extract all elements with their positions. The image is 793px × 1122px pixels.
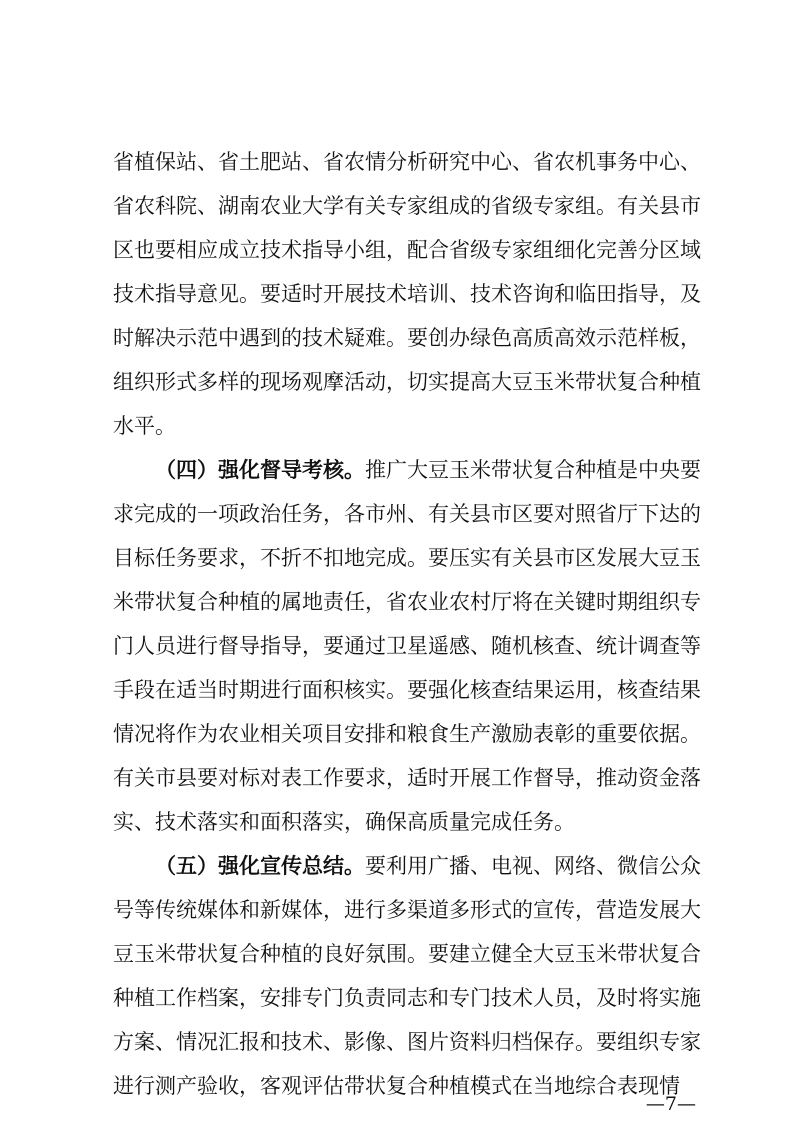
paragraph-line: 省农科院、湖南农业大学有关专家组成的省级专家组。有关县市 bbox=[113, 194, 701, 218]
section-5-first-line-text: 要利用广播、电视、网络、微信公众 bbox=[365, 854, 701, 878]
section-5-line: 进行测产验收，客观评估带状复合种植模式在当地综合表现情 bbox=[113, 1074, 680, 1098]
section-4-first-line bbox=[155, 448, 701, 492]
section-4-line: 手段在适当时期进行面积核实。要强化核查结果运用，核查结果 bbox=[113, 678, 701, 702]
section-4-first-line-text: 推广大豆玉米带状复合种植是中央要 bbox=[365, 458, 701, 482]
section-4-line: 实、技术落实和面积落实，确保高质量完成任务。 bbox=[113, 810, 575, 834]
section-5-heading: （五）强化宣传总结。 bbox=[155, 854, 365, 878]
paragraph-line: 组织形式多样的现场观摩活动，切实提高大豆玉米带状复合种植 bbox=[113, 370, 701, 394]
paragraph-line: 区也要相应成立技术指导小组，配合省级专家组细化完善分区域 bbox=[113, 238, 701, 262]
section-5-first-line bbox=[155, 844, 701, 888]
page-number: —7— bbox=[645, 1093, 696, 1115]
section-4-line: 目标任务要求，不折不扣地完成。要压实有关县市区发展大豆玉 bbox=[113, 546, 701, 570]
section-4-line: 情况将作为农业相关项目安排和粮食生产激励表彰的重要依据。 bbox=[113, 722, 701, 746]
section-5-line: 豆玉米带状复合种植的良好氛围。要建立健全大豆玉米带状复合 bbox=[113, 942, 701, 966]
paragraph-line: 省植保站、省土肥站、省农情分析研究中心、省农机事务中心、 bbox=[113, 150, 701, 174]
paragraph-line: 水平。 bbox=[113, 414, 176, 438]
section-5-line: 方案、情况汇报和技术、影像、图片资料归档保存。要组织专家 bbox=[113, 1030, 701, 1054]
paragraph-line: 技术指导意见。要适时开展技术培训、技术咨询和临田指导，及 bbox=[113, 282, 701, 306]
section-4-line: 有关市县要对标对表工作要求，适时开展工作督导，推动资金落 bbox=[113, 766, 701, 790]
paragraph-line: 时解决示范中遇到的技术疑难。要创办绿色高质高效示范样板， bbox=[113, 326, 701, 350]
section-4-line: 米带状复合种植的属地责任，省农业农村厅将在关键时期组织专 bbox=[113, 590, 701, 614]
section-4-heading: （四）强化督导考核。 bbox=[155, 458, 365, 482]
section-5-line: 号等传统媒体和新媒体，进行多渠道多形式的宣传，营造发展大 bbox=[113, 898, 701, 922]
section-5-line: 种植工作档案，安排专门负责同志和专门技术人员，及时将实施 bbox=[113, 986, 701, 1010]
section-4-line: 门人员进行督导指导，要通过卫星遥感、随机核查、统计调查等 bbox=[113, 634, 701, 658]
section-4-line: 求完成的一项政治任务，各市州、有关县市区要对照省厅下达的 bbox=[113, 502, 701, 526]
